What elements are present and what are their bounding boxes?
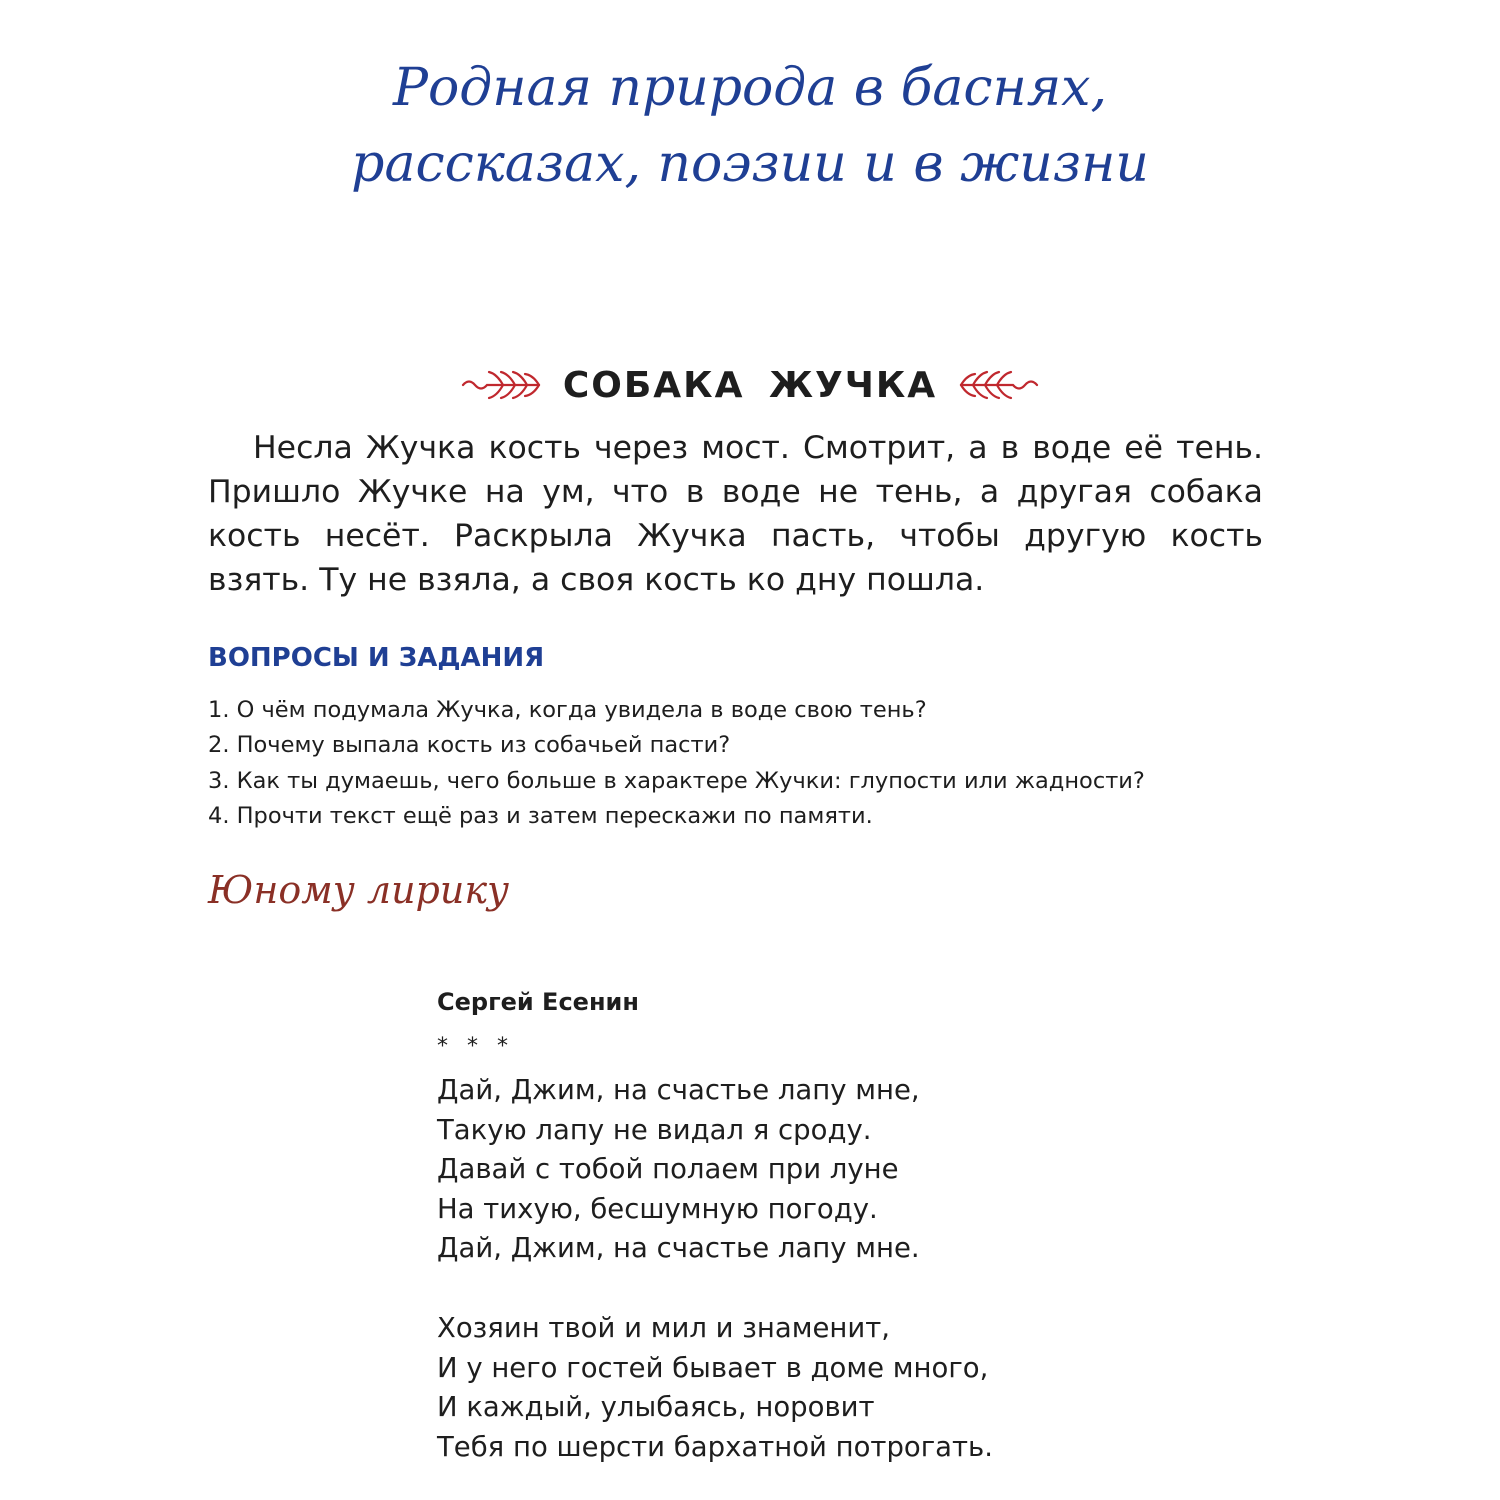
poem-line: Тебя по шерсти бархатной потрогать. xyxy=(437,1430,994,1463)
page-header xyxy=(0,50,1500,202)
poem-line: И у него гостей бывает в доме много, xyxy=(437,1351,989,1384)
poem-line: Давай с тобой полаем при луне xyxy=(437,1153,899,1186)
section-label: Юному лирику xyxy=(208,868,510,912)
question-item: 4. Прочти текст ещё раз и затем перескажи по памяти. xyxy=(208,802,873,829)
header-line-1: Родная природа в баснях, xyxy=(392,58,1107,118)
story-title: СОБАКА ЖУЧКА xyxy=(562,364,938,406)
poem-marker: * * * xyxy=(437,1034,514,1059)
poem-line: Дай, Джим, на счастье лапу мне. xyxy=(437,1232,920,1265)
header-line-2: рассказах, поэзии и в жизни xyxy=(351,134,1149,194)
poem xyxy=(437,985,1337,1467)
poem-line: Такую лапу не видал я сроду. xyxy=(437,1113,872,1146)
question-item: 3. Как ты думаешь, чего больше в характере Жучки: глупости или жадности? xyxy=(208,767,1145,794)
story-paragraph: Несла Жучка кость через мост. Смотрит, а в воде её тень. Пришло Жучке на ум, что в воде не тень, а другая собака кость несёт. Раскрыла Жучка пасть, чтобы другую кость взять. Ту не взяла, а своя кость ко дну пошла. xyxy=(208,430,1263,598)
poem-line: И каждый, улыбаясь, норовит xyxy=(437,1391,875,1424)
story-text xyxy=(208,426,1263,602)
leaf-ornament-left-icon xyxy=(459,365,545,405)
story-title-row xyxy=(0,355,1500,415)
poem-line: Хозяин твой и мил и знаменит, xyxy=(437,1311,890,1344)
questions-list xyxy=(208,693,1145,834)
poem-line: На тихую, бесшумную погоду. xyxy=(437,1192,878,1225)
poem-stanza-1 xyxy=(437,1071,1337,1269)
poem-author: Сергей Есенин xyxy=(437,988,639,1016)
poem-stanza-2 xyxy=(437,1309,1337,1467)
question-item: 2. Почему выпала кость из собачьей пасти? xyxy=(208,732,731,759)
poem-line: Дай, Джим, на счастье лапу мне, xyxy=(437,1074,920,1106)
question-item: 1. О чём подумала Жучка, когда увидела в воде свою тень? xyxy=(208,697,927,723)
questions-heading: ВОПРОСЫ И ЗАДАНИЯ xyxy=(208,643,545,673)
leaf-ornament-right-icon xyxy=(955,365,1041,405)
